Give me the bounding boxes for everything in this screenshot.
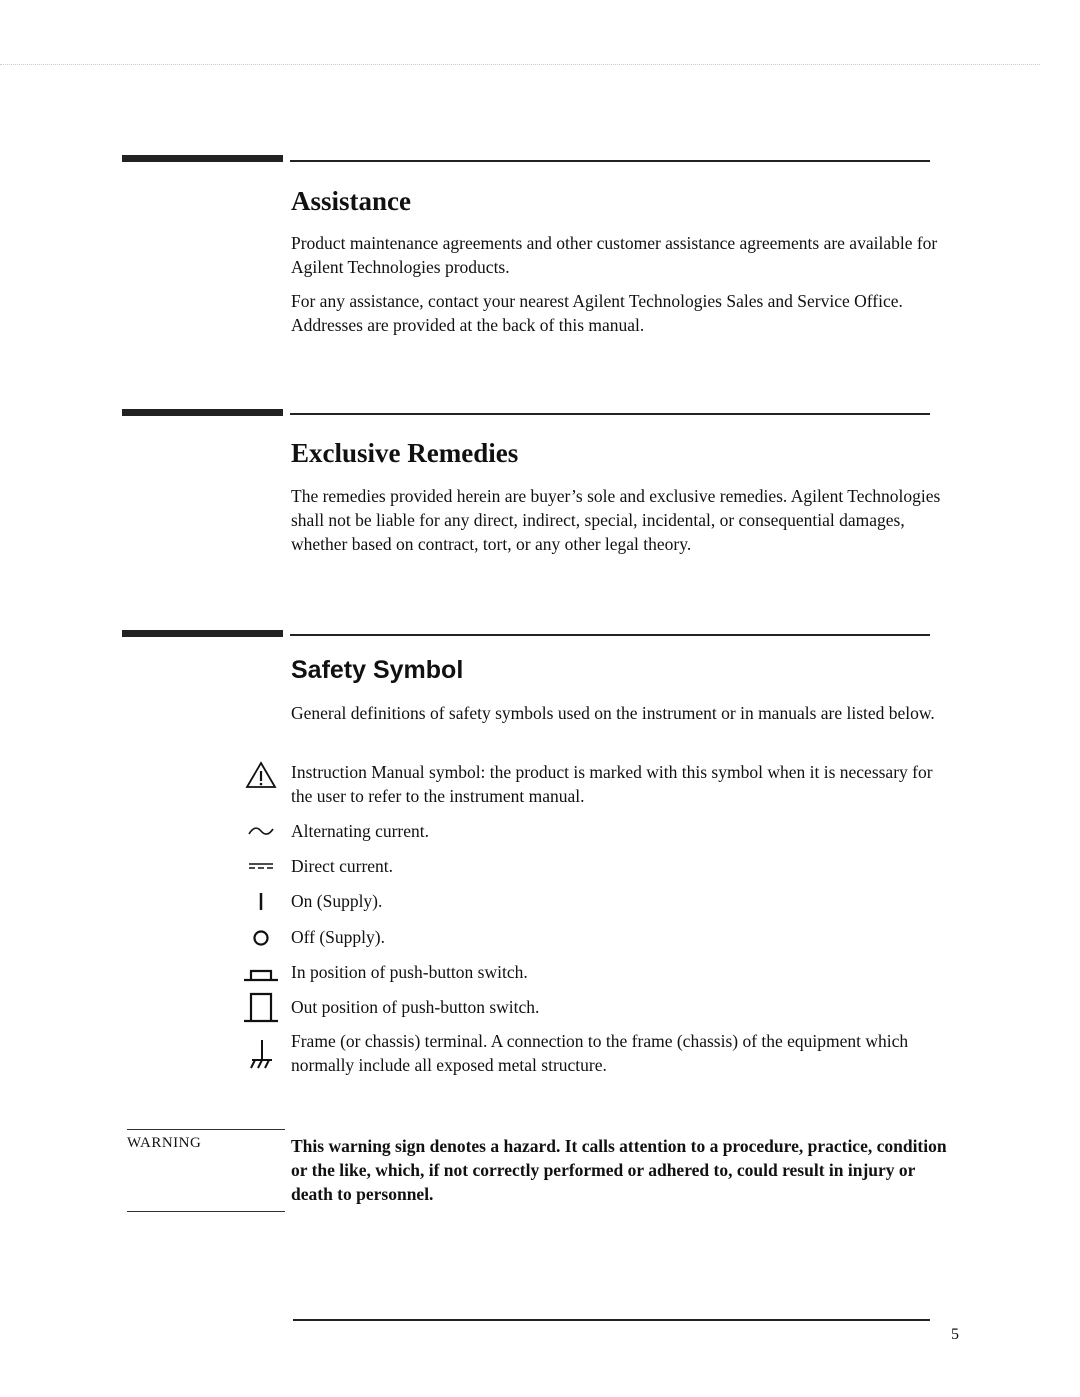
footer-rule <box>293 1319 930 1321</box>
warning-text: This warning sign denotes a hazard. It calls attention to a procedure, practice, condition or the like, which, if not correctly performed or adhered to, could result in injury or death to personnel. <box>291 1136 947 1204</box>
off-supply-icon <box>238 925 284 955</box>
page-number: 5 <box>951 1326 959 1343</box>
section-title-exclusive-remedies: Exclusive Remedies <box>291 438 519 468</box>
section-rule <box>290 413 930 415</box>
symbol-description: Alternating current. <box>291 821 430 841</box>
warning-triangle-icon <box>238 760 284 796</box>
section-bar <box>122 409 283 416</box>
frame-terminal-icon <box>238 1038 284 1080</box>
section-bar <box>122 155 283 162</box>
warning-label: WARNING <box>127 1135 202 1151</box>
push-button-in-icon <box>238 960 284 990</box>
scan-artifact-line <box>0 64 1040 65</box>
symbol-description: Instruction Manual symbol: the product is marked with this symbol when it is necessary for the user to refer to the instrument manual. <box>291 762 933 806</box>
direct-current-icon <box>238 854 284 884</box>
warning-rule-top <box>127 1129 285 1130</box>
section-title-safety-symbol: Safety Symbol <box>291 656 464 684</box>
paragraph: For any assistance, contact your nearest Agilent Technologies Sales and Service Office. Addresses are provided at the back of this manual. <box>291 291 903 335</box>
warning-rule-bottom <box>127 1211 285 1212</box>
push-button-out-icon <box>238 990 284 1030</box>
section-rule <box>290 160 930 162</box>
symbol-description: Off (Supply). <box>291 927 385 947</box>
symbol-description: Direct current. <box>291 856 394 876</box>
symbol-description: Out position of push-button switch. <box>291 997 540 1017</box>
alternating-current-icon <box>238 819 284 849</box>
on-supply-icon <box>238 889 284 919</box>
section-rule <box>290 634 930 636</box>
section-bar <box>122 630 283 637</box>
section-title-assistance: Assistance <box>291 186 411 216</box>
symbol-description: Frame (or chassis) terminal. A connection to the frame (chassis) of the equipment which normally include all exposed metal structure. <box>291 1031 909 1075</box>
symbol-description: On (Supply). <box>291 891 383 911</box>
symbol-description: In position of push-button switch. <box>291 962 528 982</box>
paragraph: General definitions of safety symbols used on the instrument or in manuals are listed below. <box>291 703 935 723</box>
paragraph: The remedies provided herein are buyer’s sole and exclusive remedies. Agilent Technologies shall not be liable for any direct, indirect, special, incidental, or consequential damages, whether based on contract, tort, or any other legal theory. <box>291 486 941 554</box>
paragraph: Product maintenance agreements and other customer assistance agreements are available for Agilent Technologies products. <box>291 233 938 277</box>
